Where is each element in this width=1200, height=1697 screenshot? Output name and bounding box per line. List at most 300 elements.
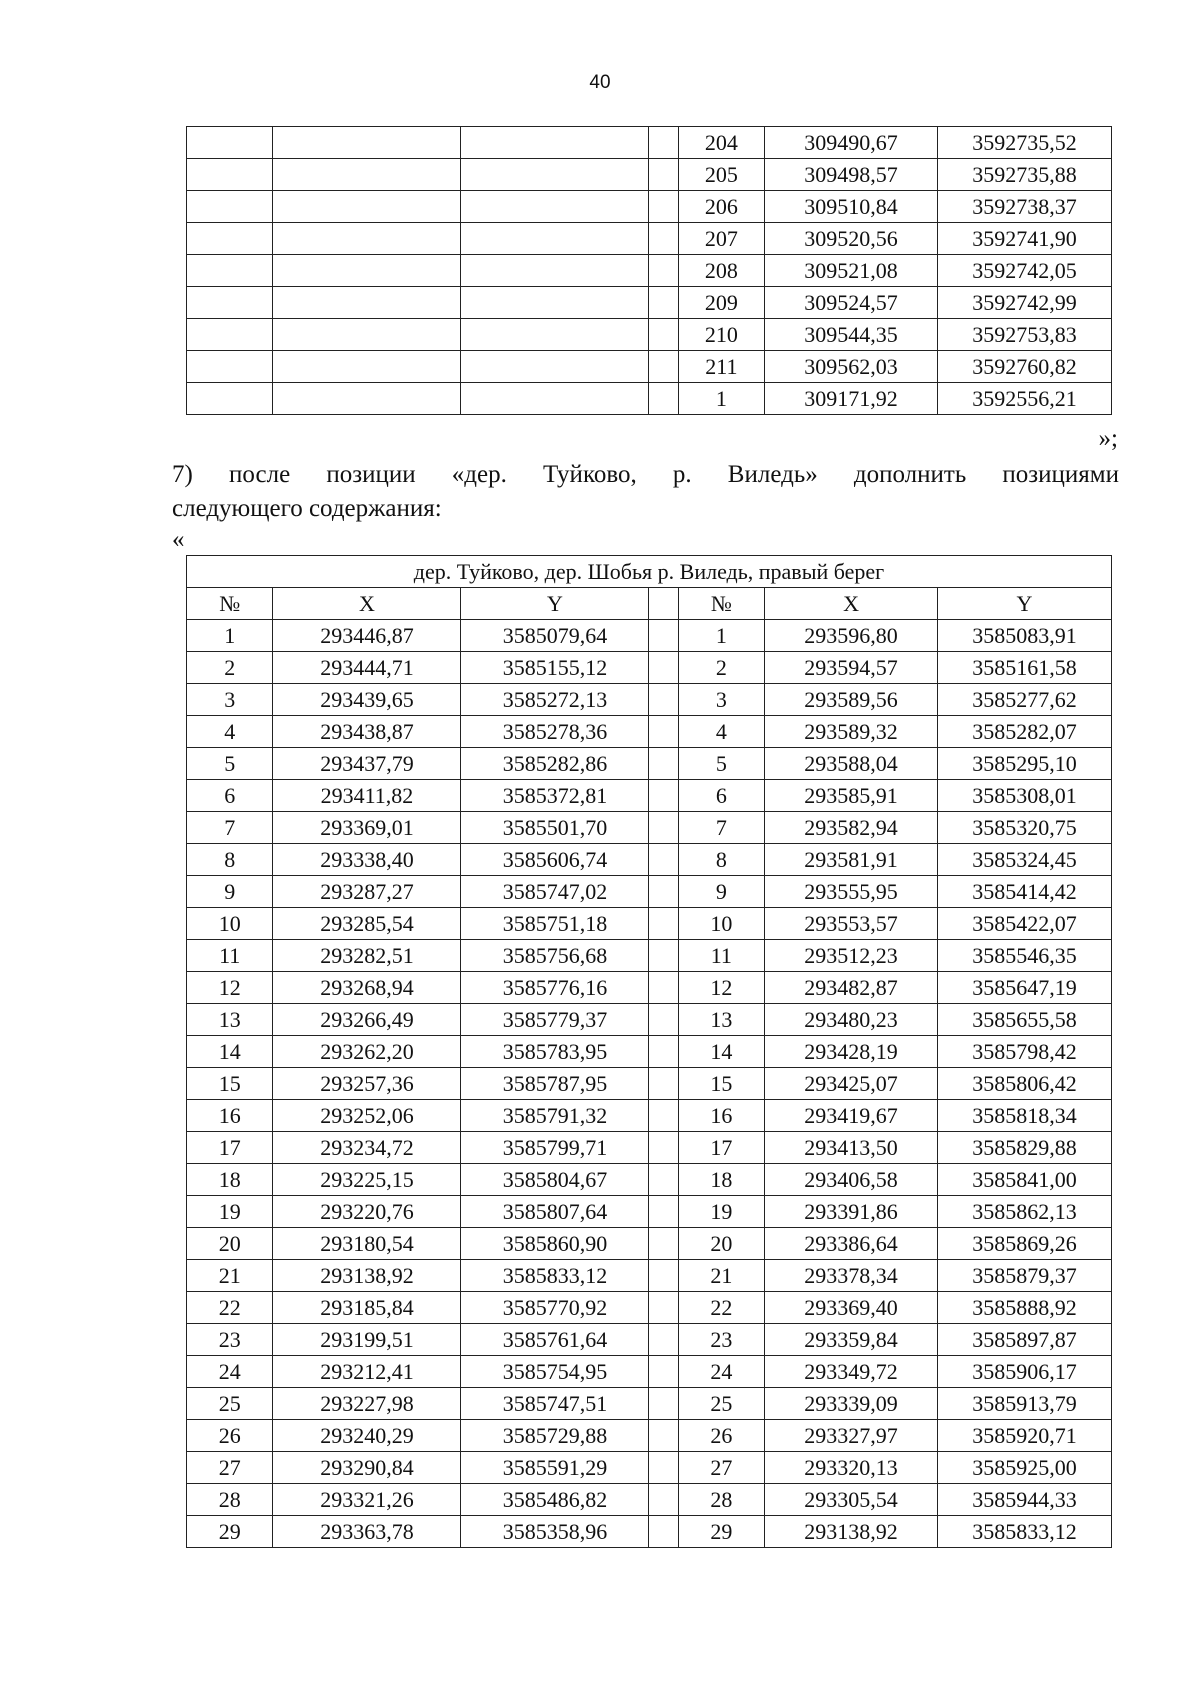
table-row xyxy=(187,383,1112,415)
table-row xyxy=(187,1292,1112,1324)
point-number: 211 xyxy=(678,351,764,383)
table-row xyxy=(187,1164,1112,1196)
right-coordinate-x: 293596,80 xyxy=(765,620,938,652)
right-coordinate-y: 3585913,79 xyxy=(937,1388,1111,1420)
point-number: 205 xyxy=(678,159,764,191)
empty-cell xyxy=(187,223,273,255)
column-spacer xyxy=(649,1036,678,1068)
point-number: 206 xyxy=(678,191,764,223)
left-coordinate-x: 293438,87 xyxy=(273,716,461,748)
column-spacer xyxy=(649,940,678,972)
table-row xyxy=(187,319,1112,351)
column-spacer xyxy=(649,1068,678,1100)
left-point-number: 11 xyxy=(187,940,273,972)
left-coordinate-y: 3585358,96 xyxy=(461,1516,649,1548)
left-coordinate-y: 3585729,88 xyxy=(461,1420,649,1452)
right-coordinate-x: 293480,23 xyxy=(765,1004,938,1036)
left-coordinate-y: 3585079,64 xyxy=(461,620,649,652)
left-coordinate-x: 293411,82 xyxy=(273,780,461,812)
left-point-number: 6 xyxy=(187,780,273,812)
right-point-number: 8 xyxy=(678,844,764,876)
column-header-right-no: № xyxy=(678,588,764,620)
right-point-number: 17 xyxy=(678,1132,764,1164)
left-coordinate-x: 293180,54 xyxy=(273,1228,461,1260)
right-point-number: 26 xyxy=(678,1420,764,1452)
table-row xyxy=(187,287,1112,319)
right-coordinate-x: 293581,91 xyxy=(765,844,938,876)
right-coordinate-x: 293594,57 xyxy=(765,652,938,684)
right-coordinate-x: 293327,97 xyxy=(765,1420,938,1452)
left-point-number: 26 xyxy=(187,1420,273,1452)
column-spacer xyxy=(649,1260,678,1292)
table-row xyxy=(187,191,1112,223)
empty-cell xyxy=(273,127,461,159)
right-coordinate-x: 293378,34 xyxy=(765,1260,938,1292)
right-coordinate-y: 3585888,92 xyxy=(937,1292,1111,1324)
table-row xyxy=(187,812,1112,844)
table-row xyxy=(187,1516,1112,1548)
column-spacer xyxy=(649,812,678,844)
coordinate-y: 3592556,21 xyxy=(938,383,1112,415)
left-coordinate-y: 3585606,74 xyxy=(461,844,649,876)
left-coordinate-x: 293227,98 xyxy=(273,1388,461,1420)
left-coordinate-x: 293321,26 xyxy=(273,1484,461,1516)
left-point-number: 22 xyxy=(187,1292,273,1324)
right-coordinate-y: 3585818,34 xyxy=(937,1100,1111,1132)
column-spacer xyxy=(649,588,678,620)
empty-cell xyxy=(273,159,461,191)
table-row xyxy=(187,684,1112,716)
right-point-number: 23 xyxy=(678,1324,764,1356)
column-spacer xyxy=(649,908,678,940)
left-coordinate-y: 3585787,95 xyxy=(461,1068,649,1100)
right-point-number: 29 xyxy=(678,1516,764,1548)
left-point-number: 18 xyxy=(187,1164,273,1196)
right-point-number: 21 xyxy=(678,1260,764,1292)
empty-cell xyxy=(461,191,649,223)
empty-cell xyxy=(187,287,273,319)
column-spacer xyxy=(649,1100,678,1132)
left-coordinate-y: 3585860,90 xyxy=(461,1228,649,1260)
left-coordinate-y: 3585747,02 xyxy=(461,876,649,908)
coordinate-x: 309510,84 xyxy=(765,191,938,223)
right-point-number: 24 xyxy=(678,1356,764,1388)
right-point-number: 22 xyxy=(678,1292,764,1324)
empty-cell xyxy=(187,127,273,159)
left-coordinate-x: 293268,94 xyxy=(273,972,461,1004)
table-row xyxy=(187,1388,1112,1420)
left-coordinate-x: 293240,29 xyxy=(273,1420,461,1452)
right-coordinate-x: 293589,32 xyxy=(765,716,938,748)
page-number: 40 xyxy=(589,72,611,93)
column-spacer xyxy=(649,652,678,684)
coordinate-y: 3592735,88 xyxy=(938,159,1112,191)
coordinates-table-tuykovo-shobya xyxy=(186,555,1112,1548)
left-point-number: 15 xyxy=(187,1068,273,1100)
left-point-number: 24 xyxy=(187,1356,273,1388)
column-spacer xyxy=(649,1164,678,1196)
right-coordinate-x: 293588,04 xyxy=(765,748,938,780)
left-point-number: 10 xyxy=(187,908,273,940)
left-point-number: 5 xyxy=(187,748,273,780)
table-row xyxy=(187,1420,1112,1452)
column-spacer xyxy=(649,716,678,748)
right-point-number: 20 xyxy=(678,1228,764,1260)
right-point-number: 6 xyxy=(678,780,764,812)
coordinate-x: 309524,57 xyxy=(765,287,938,319)
right-coordinate-y: 3585806,42 xyxy=(937,1068,1111,1100)
empty-cell xyxy=(461,159,649,191)
table-row xyxy=(187,255,1112,287)
right-coordinate-x: 293585,91 xyxy=(765,780,938,812)
right-point-number: 4 xyxy=(678,716,764,748)
left-coordinate-x: 293290,84 xyxy=(273,1452,461,1484)
right-coordinate-y: 3585655,58 xyxy=(937,1004,1111,1036)
left-coordinate-x: 293138,92 xyxy=(273,1260,461,1292)
right-point-number: 3 xyxy=(678,684,764,716)
left-coordinate-y: 3585747,51 xyxy=(461,1388,649,1420)
right-coordinate-x: 293482,87 xyxy=(765,972,938,1004)
right-coordinate-x: 293369,40 xyxy=(765,1292,938,1324)
table-row xyxy=(187,1228,1112,1260)
empty-cell xyxy=(273,351,461,383)
column-spacer xyxy=(649,972,678,1004)
left-point-number: 29 xyxy=(187,1516,273,1548)
left-coordinate-x: 293234,72 xyxy=(273,1132,461,1164)
right-coordinate-x: 293589,56 xyxy=(765,684,938,716)
right-coordinate-y: 3585906,17 xyxy=(937,1356,1111,1388)
coordinate-x: 309498,57 xyxy=(765,159,938,191)
table-row xyxy=(187,1196,1112,1228)
table-row xyxy=(187,940,1112,972)
empty-cell xyxy=(187,255,273,287)
table-row xyxy=(187,780,1112,812)
left-coordinate-x: 293287,27 xyxy=(273,876,461,908)
left-coordinate-y: 3585761,64 xyxy=(461,1324,649,1356)
left-coordinate-x: 293444,71 xyxy=(273,652,461,684)
column-spacer xyxy=(649,255,678,287)
right-coordinate-y: 3585308,01 xyxy=(937,780,1111,812)
left-coordinate-x: 293439,65 xyxy=(273,684,461,716)
right-coordinate-y: 3585879,37 xyxy=(937,1260,1111,1292)
left-coordinate-x: 293338,40 xyxy=(273,844,461,876)
table-row xyxy=(187,844,1112,876)
column-spacer xyxy=(649,383,678,415)
right-coordinate-x: 293413,50 xyxy=(765,1132,938,1164)
right-coordinate-y: 3585647,19 xyxy=(937,972,1111,1004)
table-row xyxy=(187,127,1112,159)
column-spacer xyxy=(649,1516,678,1548)
column-spacer xyxy=(649,1324,678,1356)
right-coordinate-y: 3585282,07 xyxy=(937,716,1111,748)
table-row xyxy=(187,748,1112,780)
empty-cell xyxy=(273,383,461,415)
column-header-left-no: № xyxy=(187,588,273,620)
right-point-number: 12 xyxy=(678,972,764,1004)
left-coordinate-y: 3585282,86 xyxy=(461,748,649,780)
empty-cell xyxy=(273,191,461,223)
table-title: дер. Туйково, дер. Шобья р. Виледь, правый берег xyxy=(187,556,1112,588)
column-spacer xyxy=(649,1132,678,1164)
right-coordinate-x: 293512,23 xyxy=(765,940,938,972)
table-row xyxy=(187,351,1112,383)
left-coordinate-y: 3585754,95 xyxy=(461,1356,649,1388)
right-coordinate-y: 3585546,35 xyxy=(937,940,1111,972)
left-coordinate-y: 3585155,12 xyxy=(461,652,649,684)
right-point-number: 10 xyxy=(678,908,764,940)
right-coordinate-x: 293339,09 xyxy=(765,1388,938,1420)
right-coordinate-x: 293582,94 xyxy=(765,812,938,844)
column-spacer xyxy=(649,191,678,223)
point-number: 204 xyxy=(678,127,764,159)
table-row xyxy=(187,716,1112,748)
left-coordinate-y: 3585783,95 xyxy=(461,1036,649,1068)
column-spacer xyxy=(649,319,678,351)
left-point-number: 4 xyxy=(187,716,273,748)
table-row xyxy=(187,908,1112,940)
right-point-number: 25 xyxy=(678,1388,764,1420)
coordinate-y: 3592760,82 xyxy=(938,351,1112,383)
empty-cell xyxy=(461,383,649,415)
left-coordinate-y: 3585776,16 xyxy=(461,972,649,1004)
right-coordinate-y: 3585925,00 xyxy=(937,1452,1111,1484)
right-coordinate-y: 3585161,58 xyxy=(937,652,1111,684)
right-coordinate-y: 3585944,33 xyxy=(937,1484,1111,1516)
left-coordinate-y: 3585804,67 xyxy=(461,1164,649,1196)
left-coordinate-x: 293369,01 xyxy=(273,812,461,844)
right-point-number: 18 xyxy=(678,1164,764,1196)
right-point-number: 14 xyxy=(678,1036,764,1068)
empty-cell xyxy=(273,319,461,351)
table-row xyxy=(187,1324,1112,1356)
point-number: 1 xyxy=(678,383,764,415)
right-coordinate-x: 293386,64 xyxy=(765,1228,938,1260)
right-coordinate-x: 293425,07 xyxy=(765,1068,938,1100)
left-point-number: 13 xyxy=(187,1004,273,1036)
left-coordinate-x: 293262,20 xyxy=(273,1036,461,1068)
table-row xyxy=(187,1100,1112,1132)
column-spacer xyxy=(649,780,678,812)
column-spacer xyxy=(649,287,678,319)
right-point-number: 28 xyxy=(678,1484,764,1516)
opening-quote-mark: « xyxy=(172,526,185,553)
column-spacer xyxy=(649,1196,678,1228)
empty-cell xyxy=(461,223,649,255)
table-row xyxy=(187,223,1112,255)
table-row xyxy=(187,1036,1112,1068)
table-row xyxy=(187,876,1112,908)
coordinate-y: 3592738,37 xyxy=(938,191,1112,223)
coordinate-y: 3592753,83 xyxy=(938,319,1112,351)
left-coordinate-x: 293212,41 xyxy=(273,1356,461,1388)
left-coordinate-x: 293257,36 xyxy=(273,1068,461,1100)
column-spacer xyxy=(649,620,678,652)
table-row xyxy=(187,159,1112,191)
right-coordinate-x: 293391,86 xyxy=(765,1196,938,1228)
empty-cell xyxy=(187,351,273,383)
right-coordinate-x: 293349,72 xyxy=(765,1356,938,1388)
left-point-number: 17 xyxy=(187,1132,273,1164)
left-coordinate-y: 3585770,92 xyxy=(461,1292,649,1324)
right-coordinate-y: 3585869,26 xyxy=(937,1228,1111,1260)
right-coordinate-y: 3585862,13 xyxy=(937,1196,1111,1228)
right-point-number: 1 xyxy=(678,620,764,652)
column-header-left-x: X xyxy=(273,588,461,620)
right-coordinate-y: 3585833,12 xyxy=(937,1516,1111,1548)
table-row xyxy=(187,1356,1112,1388)
right-coordinate-y: 3585422,07 xyxy=(937,908,1111,940)
table-header-row xyxy=(187,588,1112,620)
table-row xyxy=(187,1260,1112,1292)
column-spacer xyxy=(649,1388,678,1420)
left-coordinate-y: 3585751,18 xyxy=(461,908,649,940)
right-coordinate-y: 3585324,45 xyxy=(937,844,1111,876)
table-row xyxy=(187,1004,1112,1036)
point-number: 210 xyxy=(678,319,764,351)
empty-cell xyxy=(273,223,461,255)
right-coordinate-y: 3585897,87 xyxy=(937,1324,1111,1356)
column-spacer xyxy=(649,684,678,716)
table-row xyxy=(187,1132,1112,1164)
left-point-number: 28 xyxy=(187,1484,273,1516)
empty-cell xyxy=(187,383,273,415)
right-coordinate-x: 293138,92 xyxy=(765,1516,938,1548)
left-coordinate-y: 3585272,13 xyxy=(461,684,649,716)
right-coordinate-y: 3585320,75 xyxy=(937,812,1111,844)
left-point-number: 12 xyxy=(187,972,273,1004)
right-point-number: 5 xyxy=(678,748,764,780)
left-coordinate-x: 293446,87 xyxy=(273,620,461,652)
left-point-number: 23 xyxy=(187,1324,273,1356)
empty-cell xyxy=(461,127,649,159)
left-coordinate-y: 3585833,12 xyxy=(461,1260,649,1292)
left-coordinate-x: 293285,54 xyxy=(273,908,461,940)
column-spacer xyxy=(649,876,678,908)
left-coordinate-y: 3585791,32 xyxy=(461,1100,649,1132)
right-coordinate-y: 3585277,62 xyxy=(937,684,1111,716)
table-row xyxy=(187,620,1112,652)
empty-cell xyxy=(273,255,461,287)
left-coordinate-y: 3585278,36 xyxy=(461,716,649,748)
left-point-number: 20 xyxy=(187,1228,273,1260)
column-header-right-y: Y xyxy=(937,588,1111,620)
column-spacer xyxy=(649,1356,678,1388)
right-coordinate-x: 293553,57 xyxy=(765,908,938,940)
column-spacer xyxy=(649,1420,678,1452)
coordinate-y: 3592742,05 xyxy=(938,255,1112,287)
amendment-paragraph-line-1: 7) после позиции «дер. Туйково, р. Виледь» дополнить позициями xyxy=(172,461,1119,488)
left-point-number: 21 xyxy=(187,1260,273,1292)
coordinates-table-continued xyxy=(186,126,1112,415)
empty-cell xyxy=(461,287,649,319)
column-spacer xyxy=(649,223,678,255)
column-spacer xyxy=(649,1228,678,1260)
column-spacer xyxy=(649,748,678,780)
left-point-number: 3 xyxy=(187,684,273,716)
empty-cell xyxy=(461,351,649,383)
table-row xyxy=(187,652,1112,684)
left-coordinate-y: 3585779,37 xyxy=(461,1004,649,1036)
right-point-number: 15 xyxy=(678,1068,764,1100)
right-coordinate-x: 293555,95 xyxy=(765,876,938,908)
left-point-number: 9 xyxy=(187,876,273,908)
right-coordinate-y: 3585083,91 xyxy=(937,620,1111,652)
left-coordinate-x: 293185,84 xyxy=(273,1292,461,1324)
coordinate-x: 309490,67 xyxy=(765,127,938,159)
left-coordinate-y: 3585807,64 xyxy=(461,1196,649,1228)
right-point-number: 13 xyxy=(678,1004,764,1036)
column-header-right-x: X xyxy=(765,588,938,620)
column-spacer xyxy=(649,844,678,876)
column-spacer xyxy=(649,351,678,383)
right-coordinate-x: 293419,67 xyxy=(765,1100,938,1132)
right-coordinate-y: 3585798,42 xyxy=(937,1036,1111,1068)
right-point-number: 11 xyxy=(678,940,764,972)
right-coordinate-y: 3585414,42 xyxy=(937,876,1111,908)
column-spacer xyxy=(649,1292,678,1324)
right-coordinate-y: 3585920,71 xyxy=(937,1420,1111,1452)
empty-cell xyxy=(187,191,273,223)
column-spacer xyxy=(649,1004,678,1036)
right-coordinate-y: 3585841,00 xyxy=(937,1164,1111,1196)
left-point-number: 1 xyxy=(187,620,273,652)
empty-cell xyxy=(461,319,649,351)
column-spacer xyxy=(649,1452,678,1484)
amendment-paragraph-line-2: следующего содержания: xyxy=(172,495,442,522)
left-point-number: 19 xyxy=(187,1196,273,1228)
left-coordinate-x: 293199,51 xyxy=(273,1324,461,1356)
left-point-number: 25 xyxy=(187,1388,273,1420)
table-row xyxy=(187,1452,1112,1484)
closing-quote-mark: »; xyxy=(1098,425,1118,452)
right-coordinate-x: 293428,19 xyxy=(765,1036,938,1068)
empty-cell xyxy=(187,319,273,351)
coordinate-x: 309521,08 xyxy=(765,255,938,287)
left-point-number: 16 xyxy=(187,1100,273,1132)
right-coordinate-x: 293305,54 xyxy=(765,1484,938,1516)
left-coordinate-y: 3585591,29 xyxy=(461,1452,649,1484)
right-point-number: 16 xyxy=(678,1100,764,1132)
right-coordinate-y: 3585829,88 xyxy=(937,1132,1111,1164)
left-coordinate-x: 293225,15 xyxy=(273,1164,461,1196)
point-number: 209 xyxy=(678,287,764,319)
left-point-number: 7 xyxy=(187,812,273,844)
right-coordinate-x: 293320,13 xyxy=(765,1452,938,1484)
coordinate-x: 309562,03 xyxy=(765,351,938,383)
right-point-number: 19 xyxy=(678,1196,764,1228)
column-header-left-y: Y xyxy=(461,588,649,620)
left-point-number: 14 xyxy=(187,1036,273,1068)
table-row xyxy=(187,1068,1112,1100)
coordinate-y: 3592742,99 xyxy=(938,287,1112,319)
left-coordinate-y: 3585501,70 xyxy=(461,812,649,844)
left-coordinate-x: 293437,79 xyxy=(273,748,461,780)
coordinate-y: 3592735,52 xyxy=(938,127,1112,159)
left-coordinate-x: 293266,49 xyxy=(273,1004,461,1036)
coordinate-x: 309171,92 xyxy=(765,383,938,415)
right-point-number: 7 xyxy=(678,812,764,844)
point-number: 208 xyxy=(678,255,764,287)
column-spacer xyxy=(649,127,678,159)
coordinate-y: 3592741,90 xyxy=(938,223,1112,255)
left-coordinate-x: 293363,78 xyxy=(273,1516,461,1548)
coordinate-x: 309544,35 xyxy=(765,319,938,351)
right-point-number: 27 xyxy=(678,1452,764,1484)
table-title-row xyxy=(187,556,1112,588)
right-coordinate-x: 293359,84 xyxy=(765,1324,938,1356)
left-coordinate-y: 3585372,81 xyxy=(461,780,649,812)
left-point-number: 8 xyxy=(187,844,273,876)
